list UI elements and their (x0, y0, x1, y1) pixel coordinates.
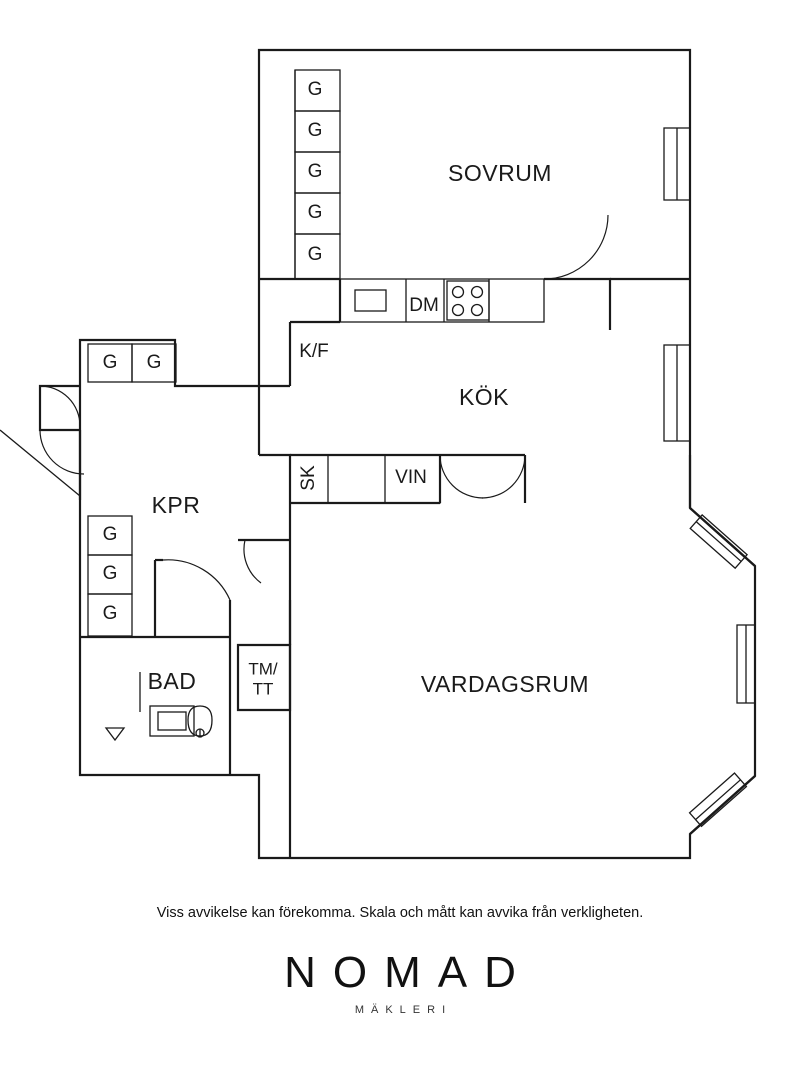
fixture-label-vin: VIN (395, 467, 427, 489)
room-label-kpr: KPR (151, 492, 201, 519)
fixture-label-dm: DM (409, 295, 439, 317)
wardrobe-label-g-kpr-2: G (102, 563, 118, 585)
fixture-label-tt: TT (252, 679, 274, 699)
wardrobe-label-g-hall-2: G (146, 352, 162, 374)
wardrobe-label-g-hall-1: G (102, 352, 118, 374)
fixture-label-kf: K/F (299, 341, 329, 363)
wardrobe-label-g-sovrum-1: G (307, 79, 323, 101)
room-labels (148, 160, 589, 697)
wardrobe-label-g-sovrum-4: G (307, 202, 323, 224)
wardrobe-label-g-sovrum-5: G (307, 244, 323, 266)
room-label-sovrum: SOVRUM (448, 160, 552, 187)
windows (664, 128, 755, 826)
brand-logo (0, 948, 800, 1016)
brand-subtitle: MÄKLERI (354, 1004, 453, 1016)
disclaimer-text: Viss avvikelse kan förekomma. Skala och mått kan avvika från verkligheten. (156, 905, 644, 921)
room-label-vardagsrum: VARDAGSRUM (420, 671, 590, 698)
room-label-bad: BAD (147, 668, 197, 695)
wardrobe-label-g-sovrum-3: G (307, 161, 323, 183)
wardrobe-label-g-kpr-1: G (102, 524, 118, 546)
wardrobe-label-g-kpr-3: G (102, 603, 118, 625)
interior-walls (80, 279, 690, 858)
doors (0, 215, 608, 600)
kitchen-counter (340, 279, 544, 322)
fixture-label-tm: TM/ (248, 659, 278, 679)
room-label-kok: KÖK (458, 384, 510, 411)
fixture-labels (248, 295, 438, 698)
wardrobe-label-g-sovrum-2: G (307, 120, 323, 142)
brand-name: NOMAD (284, 948, 533, 997)
fixture-label-sk: SK (298, 465, 320, 491)
